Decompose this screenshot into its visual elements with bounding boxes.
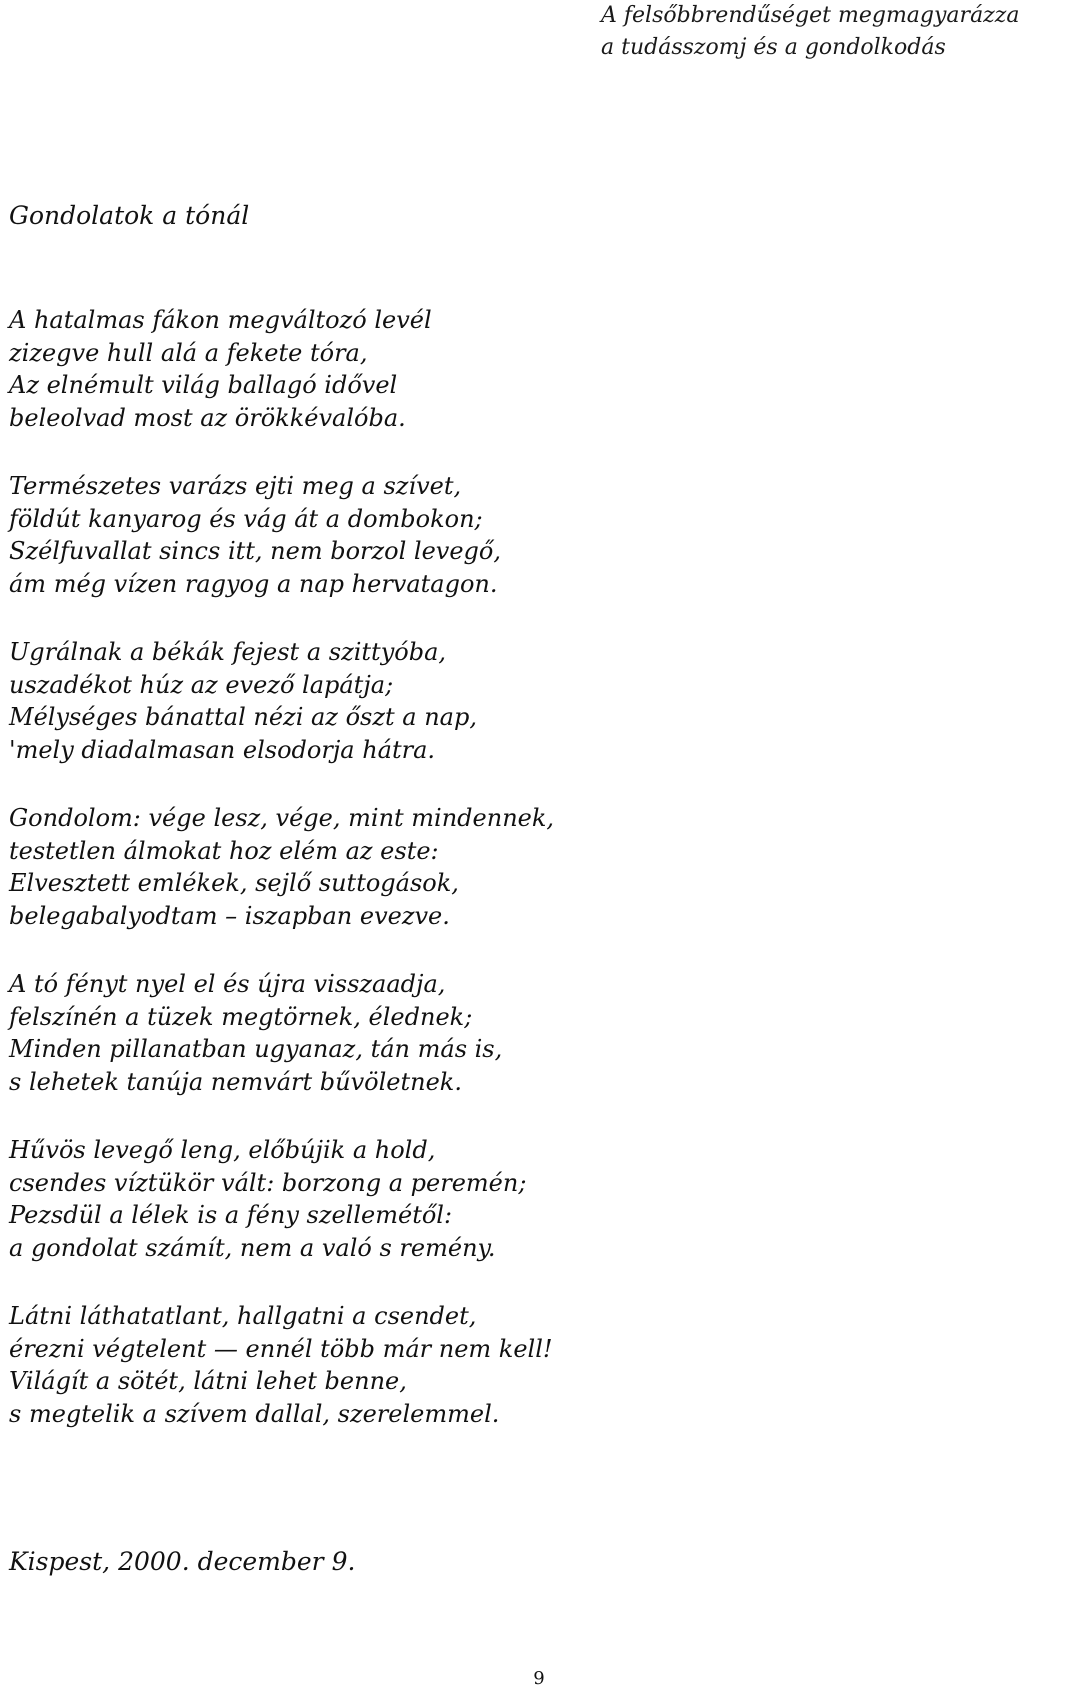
- poem-line: belegabalyodtam – iszapban evezve.: [9, 901, 450, 930]
- poem-line: Az elnémult világ ballagó idővel: [9, 371, 398, 399]
- poem-line: s lehetek tanúja nemvárt bűvöletnek.: [9, 1067, 462, 1096]
- stanza-6: [9, 1134, 949, 1264]
- poem-line: Mélységes bánattal nézi az őszt a nap,: [9, 703, 477, 731]
- poem-line: uszadékot húz az evező lapátja;: [9, 670, 394, 699]
- poem-line: Elvesztett emlékek, sejlő suttogások,: [9, 869, 459, 897]
- poem-line: testetlen álmokat hoz elém az este:: [9, 836, 439, 865]
- stanza-4: [9, 802, 949, 932]
- poem-line: Világít a sötét, látni lehet benne,: [9, 1367, 407, 1395]
- poem-line: ám még vízen ragyog a nap hervatagon.: [9, 569, 498, 598]
- poem-body: [9, 304, 949, 1466]
- poem-line: Pezsdül a lélek is a fény szellemétől:: [9, 1201, 453, 1229]
- poem-line: Ugrálnak a békák fejest a szittyóba,: [9, 638, 447, 666]
- epigraph: [601, 0, 1020, 64]
- poem-line: Gondolom: vége lesz, vége, mint mindennek,: [9, 804, 555, 832]
- poem-line: A hatalmas fákon megváltozó levél: [9, 306, 432, 334]
- poem-line: Látni láthatatlant, hallgatni a csendet,: [9, 1302, 477, 1330]
- poem-line: földút kanyarog és vág át a dombokon;: [9, 504, 483, 533]
- poem-line: a gondolat számít, nem a való s remény.: [9, 1233, 496, 1262]
- poem-line: Hűvös levegő leng, előbújik a hold,: [9, 1136, 436, 1164]
- poem-line: zizegve hull alá a fekete tóra,: [9, 338, 368, 367]
- stanza-3: [9, 636, 949, 766]
- poem-title: Gondolatok a tónál: [9, 201, 250, 230]
- page-number: 9: [533, 1668, 545, 1689]
- epigraph-line-1: A felsőbbrendűséget megmagyarázza: [601, 3, 1020, 28]
- poem-line: Szélfuvallat sincs itt, nem borzol levegő,: [9, 537, 501, 565]
- poem-line: érezni végtelent — ennél több már nem kell!: [9, 1334, 553, 1363]
- poem-line: beleolvad most az örökkévalóba.: [9, 403, 406, 432]
- poem-line: Minden pillanatban ugyanaz, tán más is,: [9, 1035, 503, 1063]
- poem-line: s megtelik a szívem dallal, szerelemmel.: [9, 1399, 500, 1428]
- stanza-7: [9, 1300, 949, 1430]
- poem-line: 'mely diadalmasan elsodorja hátra.: [9, 735, 436, 764]
- epigraph-line-2: a tudásszomj és a gondolkodás: [601, 35, 946, 60]
- stanza-1: [9, 304, 949, 434]
- poem-line: csendes víztükör vált: borzong a peremén;: [9, 1168, 527, 1197]
- stanza-2: [9, 470, 949, 600]
- poem-line: A tó fényt nyel el és újra visszaadja,: [9, 970, 446, 998]
- poem-line: felszínén a tüzek megtörnek, élednek;: [9, 1002, 473, 1031]
- place-and-date: Kispest, 2000. december 9.: [9, 1547, 356, 1576]
- poem-line: Természetes varázs ejti meg a szívet,: [9, 472, 462, 500]
- stanza-5: [9, 968, 949, 1098]
